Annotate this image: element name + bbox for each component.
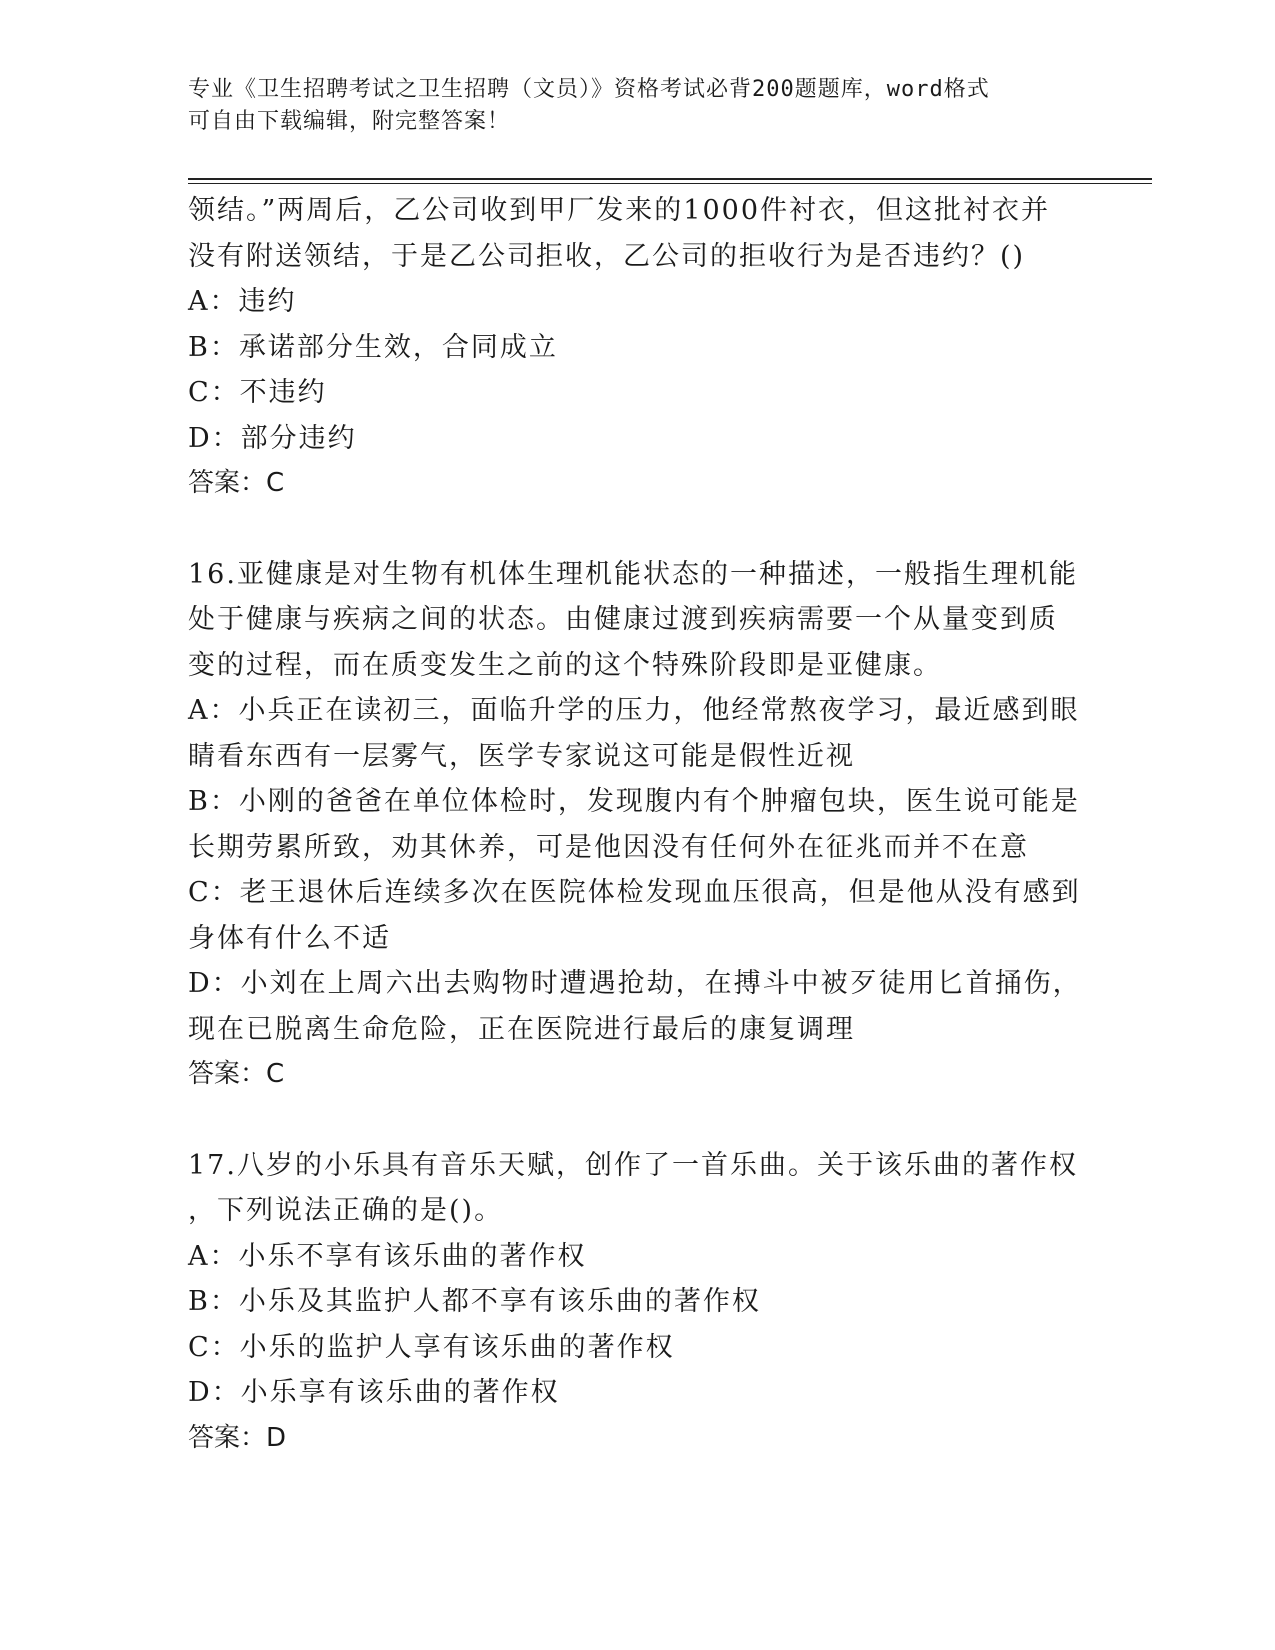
option-c-cont: 身体有什么不适: [188, 922, 391, 954]
answer-label: 答案：C: [188, 1059, 285, 1089]
question-stem-line: ，下列说法正确的是()。: [188, 1195, 504, 1226]
header-line-2: 可自由下载编辑，附完整答案！: [188, 109, 511, 134]
option-a: A：违约: [188, 286, 297, 317]
option-b-cont: 长期劳累所致，劝其休养，可是他因没有任何外在征兆而并不在意: [188, 831, 1029, 863]
option-a-cont: 睛看东西有一层雾气，医学专家说这可能是假性近视: [188, 740, 855, 772]
question-stem-line: 变的过程，而在质变发生之前的这个特殊阶段即是亚健康。: [188, 649, 942, 681]
option-d: D：部分违约: [188, 422, 357, 454]
question-content: [188, 188, 1088, 1461]
option-b: B：小乐及其监护人都不享有该乐曲的著作权: [188, 1286, 761, 1317]
header-divider-thick: [188, 178, 1152, 180]
option-c: C：小乐的监护人享有该乐曲的著作权: [188, 1331, 675, 1363]
question-16: [188, 552, 1088, 1098]
option-b: B：承诺部分生效，合同成立: [188, 331, 558, 363]
question-spacer: [188, 1098, 1088, 1143]
option-d: D：小乐享有该乐曲的著作权: [188, 1377, 560, 1408]
option-d: D：小刘在上周六出去购物时遭遇抢劫，在搏斗中被歹徒用匕首捅伤，: [188, 968, 1082, 999]
option-c: C：不违约: [188, 377, 327, 408]
answer-label: 答案：C: [188, 468, 285, 498]
option-a: A：小兵正在读初三，面临升学的压力，他经常熬夜学习，最近感到眼: [188, 695, 1080, 726]
option-d-cont: 现在已脱离生命危险，正在医院进行最后的康复调理: [188, 1013, 855, 1045]
option-b: B：小刚的爸爸在单位体检时，发现腹内有个肿瘤包块，医生说可能是: [188, 786, 1080, 817]
header-line-1: 专业《卫生招聘考试之卫生招聘（文员）》资格考试必背200题题库，word格式: [188, 77, 990, 102]
question-spacer: [188, 507, 1088, 552]
question-stem-line: 领结。”两周后，乙公司收到甲厂发来的1000件衬衣，但这批衬衣并: [188, 195, 1051, 226]
document-header: [188, 74, 1068, 138]
question-stem-line: 17.八岁的小乐具有音乐天赋，创作了一首乐曲。关于该乐曲的著作权: [188, 1149, 1078, 1181]
question-17: [188, 1143, 1088, 1462]
header-divider-thin: [188, 183, 1152, 184]
option-c: C：老王退休后连续多次在医院体检发现血压很高，但是他从没有感到: [188, 877, 1081, 908]
question-stem-line: 处于健康与疾病之间的状态。由健康过渡到疾病需要一个从量变到质: [188, 604, 1058, 635]
option-a: A：小乐不享有该乐曲的著作权: [188, 1240, 587, 1272]
question-stem-line: 没有附送领结，于是乙公司拒收，乙公司的拒收行为是否违约？(): [188, 240, 1026, 272]
question-15: [188, 188, 1088, 507]
answer-label: 答案：D: [188, 1422, 287, 1453]
question-stem-line: 16.亚健康是对生物有机体生理机能状态的一种描述，一般指生理机能: [188, 558, 1078, 590]
